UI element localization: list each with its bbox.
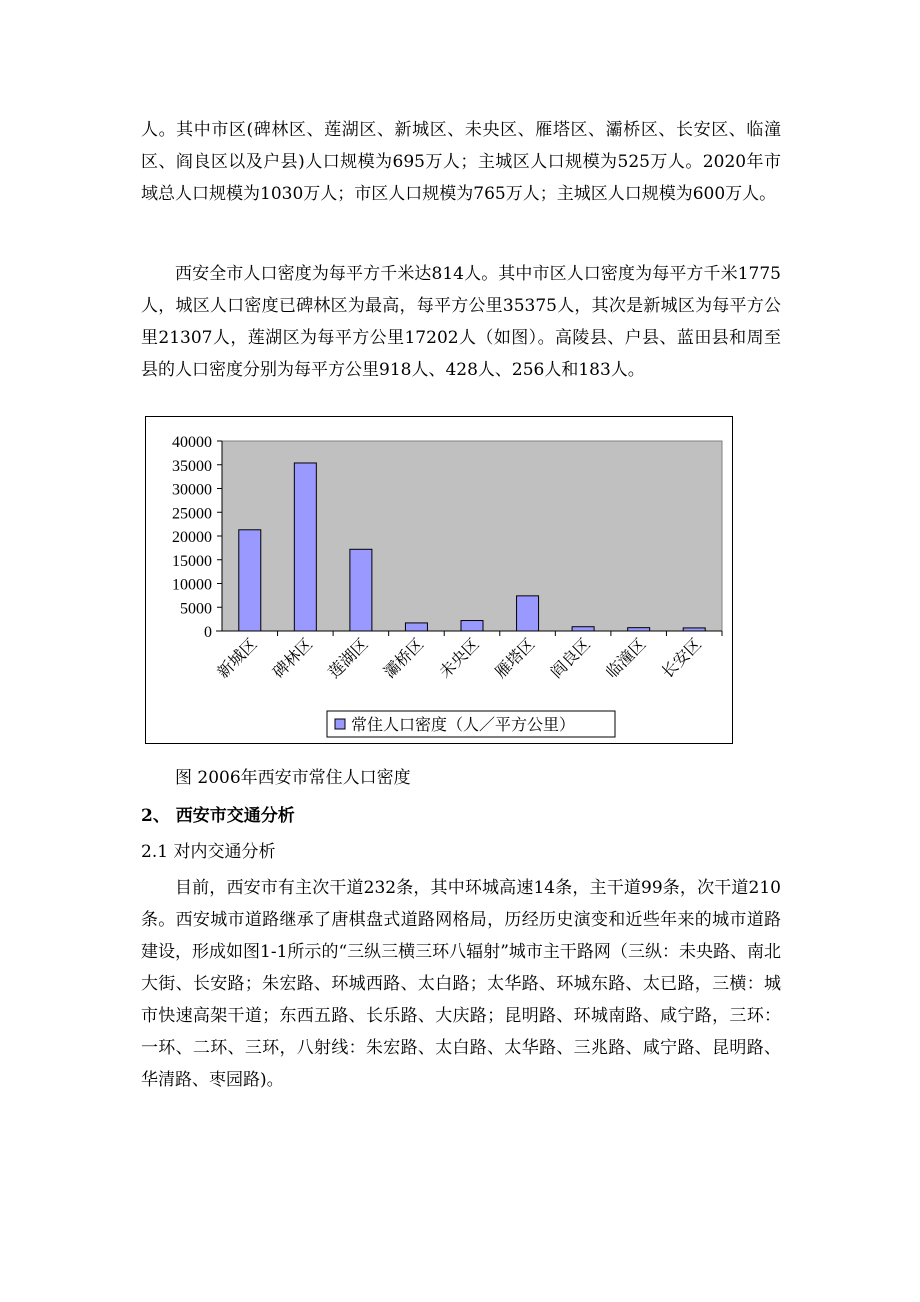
population-density-chart xyxy=(145,416,733,744)
x-tick-label: 临潼区 xyxy=(602,634,650,682)
paragraph-population-scale: 人。其中市区(碑林区、莲湖区、新城区、未央区、雁塔区、灞桥区、长安区、临潼区、阎良区以及户县)人口规模为695万人；主城区人口规模为525万人。2020年市域总人口规模为1030万人；市区人口规模为765万人；主城区人口规模为600万人。 xyxy=(141,120,781,204)
bar-雁塔区 xyxy=(517,596,539,631)
y-tick-label: 40000 xyxy=(172,434,212,451)
x-tick-label: 长安区 xyxy=(657,634,706,682)
y-tick-label: 35000 xyxy=(172,457,212,475)
x-tick-label: 未央区 xyxy=(435,634,483,682)
figure-caption: 图 2006年西安市常住人口密度 xyxy=(175,768,411,788)
y-tick-label: 20000 xyxy=(172,529,212,546)
bar-碑林区 xyxy=(294,463,316,631)
section-heading: 2、 西安市交通分析 xyxy=(141,806,295,826)
bar-长安区 xyxy=(683,628,705,631)
bar-莲湖区 xyxy=(350,549,372,631)
y-tick-label: 5000 xyxy=(180,600,212,618)
y-tick-label: 10000 xyxy=(172,576,212,594)
subsection-heading: 2.1 对内交通分析 xyxy=(141,842,276,862)
bar-临潼区 xyxy=(628,628,650,631)
legend-swatch xyxy=(335,719,345,729)
x-tick-label: 雁塔区 xyxy=(490,634,539,682)
bar-未央区 xyxy=(461,621,483,631)
y-tick-label: 15000 xyxy=(172,552,212,570)
y-tick-label: 0 xyxy=(204,624,212,641)
x-tick-label: 莲湖区 xyxy=(324,634,372,682)
chart-canvas xyxy=(146,417,732,743)
x-tick-label: 新城区 xyxy=(213,634,261,682)
x-tick-label: 灞桥区 xyxy=(379,634,428,682)
bar-新城区 xyxy=(239,530,261,631)
bar-灞桥区 xyxy=(405,623,427,631)
x-tick-label: 碑林区 xyxy=(268,634,317,682)
y-tick-label: 30000 xyxy=(172,481,212,499)
y-tick-label: 25000 xyxy=(172,505,212,523)
paragraph-population-density: 西安全市人口密度为每平方千米达814人。其中市区人口密度为每平方千米1775人，城区人口密度已碑林区为最高，每平方公里35375人，其次是新城区为每平方公里21307人，莲湖区为每平方公里17202人（如图）。高陵县、户县、蓝田县和周至县的人口密度分别为每平方公里918人、428人、256人和183人。 xyxy=(141,264,781,380)
paragraph-road-network: 目前，西安市有主次干道232条，其中环城高速14条，主干道99条，次干道210条。西安城市道路继承了唐棋盘式道路网格局，历经历史演变和近些年来的城市道路建设，形成如图1-1所示的“三纵三横三环八辐射”城市主干路网（三纵：未央路、南北大街、长安路；朱宏路、环城西路、太白路；太华路、环城东路、太已路，三横：城市快速高架干道；东西五路、长乐路、大庆路；昆明路、环城南路、咸宁路，三环：一环、二环、三环，八射线：朱宏路、太白路、太华路、三兆路、咸宁路、昆明路、华清路、枣园路)。 xyxy=(141,878,781,1090)
legend-label: 常住人口密度（人／平方公里） xyxy=(351,715,576,734)
bar-阎良区 xyxy=(572,627,594,631)
x-tick-label: 阎良区 xyxy=(546,634,594,682)
